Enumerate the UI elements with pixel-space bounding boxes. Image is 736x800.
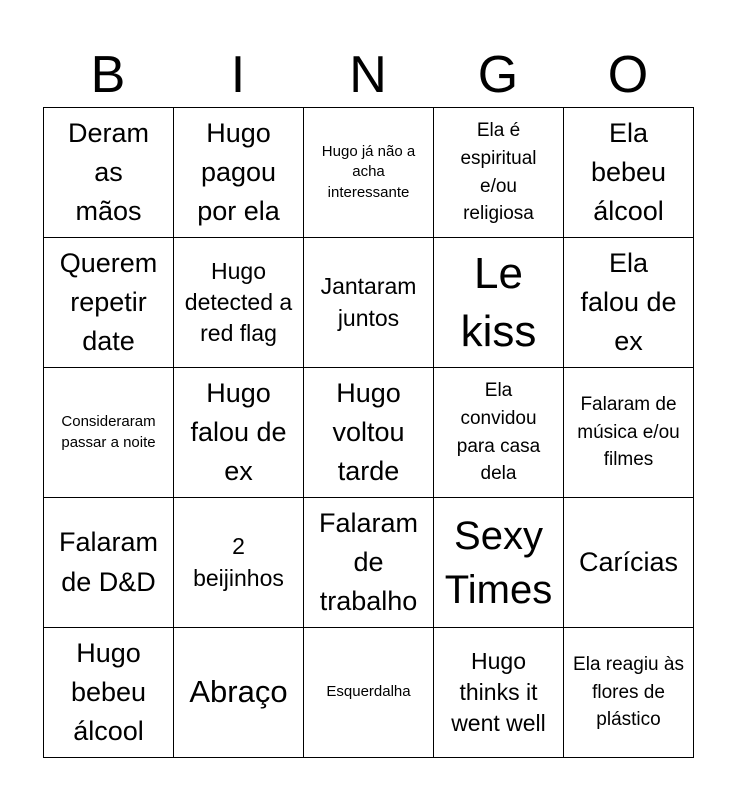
bingo-cell[interactable] (304, 238, 434, 368)
bingo-cell[interactable] (564, 238, 694, 368)
header-letter-n: N (349, 46, 387, 104)
bingo-cell[interactable] (434, 628, 564, 758)
cell-text: Falaram de música e/ou filmes (577, 394, 680, 471)
bingo-board (43, 107, 694, 758)
bingo-cell[interactable] (434, 238, 564, 368)
cell-text: Falaram de trabalho (318, 507, 419, 617)
bingo-cell[interactable] (304, 108, 434, 238)
bingo-cell[interactable] (564, 368, 694, 498)
bingo-cell[interactable] (44, 108, 174, 238)
bingo-cell[interactable] (44, 368, 174, 498)
cell-text: Deram as mãos (67, 117, 149, 227)
header-letter-b: B (90, 46, 126, 104)
bingo-cell[interactable] (44, 498, 174, 628)
bingo-cell[interactable] (174, 108, 304, 238)
cell-text: Le kiss (460, 249, 537, 356)
bingo-cell[interactable] (174, 368, 304, 498)
bingo-cell[interactable] (44, 628, 174, 758)
cell-text: Sexy Times (444, 513, 553, 612)
bingo-cell[interactable] (434, 498, 564, 628)
header-letter-i: I (230, 46, 246, 104)
bingo-cell[interactable] (304, 498, 434, 628)
bingo-cell[interactable] (434, 368, 564, 498)
cell-text: Hugo já não a acha interessante (321, 143, 416, 201)
cell-text: Ela é espiritual e/ou religiosa (460, 120, 537, 225)
bingo-cell[interactable] (434, 108, 564, 238)
header-letter-g: G (477, 46, 519, 104)
cell-text: Esquerdalha (326, 683, 411, 701)
bingo-cell[interactable] (44, 238, 174, 368)
cell-text: Hugo voltou tarde (332, 377, 405, 487)
bingo-cell[interactable] (564, 628, 694, 758)
cell-text: Hugo thinks it went well (451, 647, 546, 737)
bingo-cell[interactable] (174, 498, 304, 628)
cell-text: Abraço (189, 674, 288, 710)
bingo-cell[interactable] (564, 498, 694, 628)
cell-text: Jantaram juntos (320, 273, 417, 331)
cell-text: Hugo pagou por ela (197, 117, 280, 227)
cell-text: 2 beijinhos (193, 533, 284, 591)
bingo-cell[interactable] (304, 368, 434, 498)
cell-text: Hugo bebeu álcool (70, 637, 147, 747)
header-letter-o: O (607, 46, 649, 104)
bingo-cell[interactable] (564, 108, 694, 238)
bingo-cell[interactable] (174, 238, 304, 368)
cell-text: Carícias (578, 546, 679, 577)
cell-text: Hugo falou de ex (190, 377, 287, 487)
cell-text: Consideraram passar a noite (61, 413, 156, 451)
cell-text: Hugo detected a red flag (184, 257, 293, 347)
cell-text: Ela reagiu às flores de plástico (573, 654, 684, 731)
cell-text: Ela convidou para casa dela (456, 380, 541, 485)
cell-text: Ela bebeu álcool (590, 117, 667, 227)
bingo-cell[interactable] (304, 628, 434, 758)
cell-text: Ela falou de ex (580, 247, 677, 357)
cell-text: Falaram de D&D (58, 527, 159, 597)
cell-text: Querem repetir date (59, 247, 158, 357)
bingo-header (43, 44, 693, 106)
bingo-cell[interactable] (174, 628, 304, 758)
